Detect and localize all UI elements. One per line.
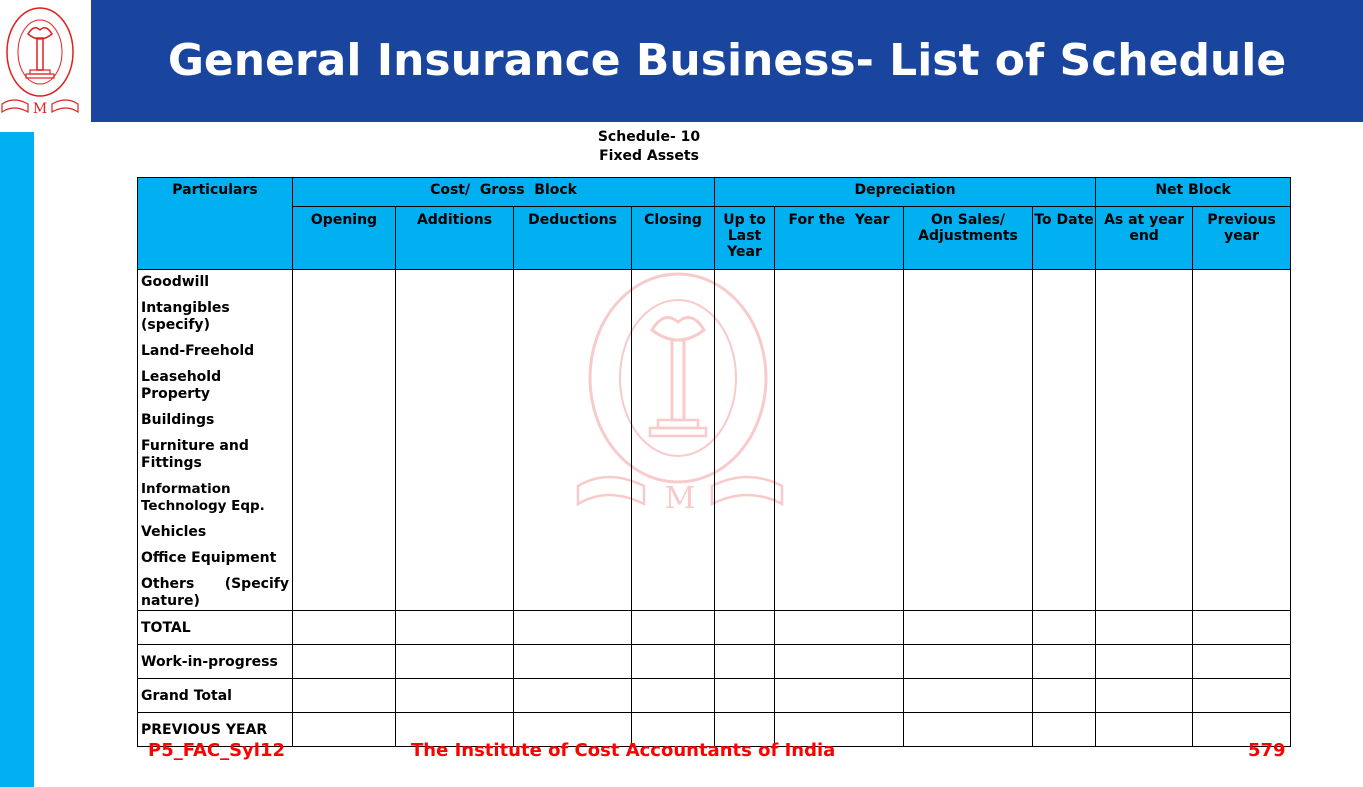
row-label: PREVIOUS YEAR [138,713,293,747]
table-row-total [138,611,1291,645]
footer-institute: The Institute of Cost Accountants of India [411,740,836,761]
footer-code: P5_FAC_Syl12 [148,740,286,761]
table-cell[interactable] [904,713,1033,747]
table-cell[interactable] [775,645,904,679]
logo-mark: M [32,101,48,117]
list-item: Goodwill [141,274,210,290]
others-specify: (Specify [224,576,289,592]
institute-logo [0,0,80,122]
table-cell[interactable] [775,679,904,713]
header-to-date: To Date [1033,207,1096,270]
header-closing: Closing [632,207,715,270]
list-item: Buildings [141,412,215,428]
table-cell[interactable] [1193,679,1291,713]
row-label: Work-in-progress [138,645,293,679]
table-cell[interactable] [632,679,715,713]
header-previous-year: Previous year [1193,207,1291,270]
table-cell[interactable] [1096,645,1193,679]
others-nature: nature) [141,593,200,609]
table-cell[interactable] [396,611,514,645]
table-cell[interactable] [1033,270,1096,611]
header-for-the-year: For the Year [775,207,904,270]
header-deductions: Deductions [514,207,632,270]
table-cell[interactable] [1193,611,1291,645]
table-cell[interactable] [1193,270,1291,611]
header-as-at-year-end: As at year end [1096,207,1193,270]
schedule-name: Fixed Assets [599,148,699,164]
table-cell[interactable] [293,645,396,679]
others-label: Others [141,576,195,592]
table-cell[interactable] [1033,713,1096,747]
list-item: Furniture and Fittings [141,438,249,471]
fixed-assets-table [137,177,1291,747]
table-cell[interactable] [1096,270,1193,611]
table-row-grand-total [138,679,1291,713]
table-row-work-in-progress [138,645,1291,679]
table-cell[interactable] [632,645,715,679]
table-cell[interactable] [632,270,715,611]
row-label: Grand Total [138,679,293,713]
header-opening: Opening [293,207,396,270]
header-on-sales-adjustments: On Sales/ Adjustments [904,207,1033,270]
table-cell[interactable] [775,270,904,611]
table-cell[interactable] [715,611,775,645]
table-cell[interactable] [396,679,514,713]
table-cell[interactable] [715,679,775,713]
table-cell[interactable] [396,270,514,611]
list-item: Leasehold Property [141,369,222,402]
table-cell[interactable] [1096,679,1193,713]
page-number: 579 [1248,740,1286,761]
schedule-number: Schedule- 10 [597,129,701,145]
table-cell[interactable] [904,611,1033,645]
table-cell[interactable] [715,270,775,611]
svg-text:M: M [664,481,696,516]
table-cell[interactable] [1096,713,1193,747]
header-additions: Additions [396,207,514,270]
list-item: Office Equipment [141,550,277,566]
header-up-to-last-year: Up to Last Year [715,207,775,270]
table-cell[interactable] [514,611,632,645]
table-cell[interactable] [904,270,1033,611]
table-cell[interactable] [1033,645,1096,679]
list-item: Intangibles (specify) [141,300,230,333]
table-cell[interactable] [904,679,1033,713]
table-cell[interactable] [904,645,1033,679]
row-label: TOTAL [138,611,293,645]
table-cell[interactable] [293,713,396,747]
schedule-caption [520,128,778,166]
header-net-block: Net Block [1096,178,1291,207]
header-particulars: Particulars [138,178,293,270]
header-cost-gross-block: Cost/ Gross Block [293,178,715,207]
side-accent-bar [0,132,34,787]
table-cell[interactable] [293,679,396,713]
table-cell[interactable] [775,611,904,645]
table-cell[interactable] [396,645,514,679]
table-cell[interactable] [514,679,632,713]
table-cell[interactable] [715,645,775,679]
list-item-others [141,576,289,593]
table-cell[interactable] [1033,679,1096,713]
table-cell[interactable] [1193,645,1291,679]
table-cell[interactable] [632,611,715,645]
table-cell[interactable] [514,645,632,679]
list-item: Information Technology Eqp. [141,481,265,514]
slide-title: General Insurance Business- List of Schedule [167,34,1287,86]
table-cell[interactable] [1033,611,1096,645]
list-item: Vehicles [141,524,207,540]
list-item: Land-Freehold [141,343,255,359]
table-cell[interactable] [293,611,396,645]
particulars-list-cell [138,270,293,611]
table-cell[interactable] [293,270,396,611]
table-cell[interactable] [1096,611,1193,645]
header-depreciation: Depreciation [715,178,1096,207]
table-cell[interactable] [514,270,632,611]
